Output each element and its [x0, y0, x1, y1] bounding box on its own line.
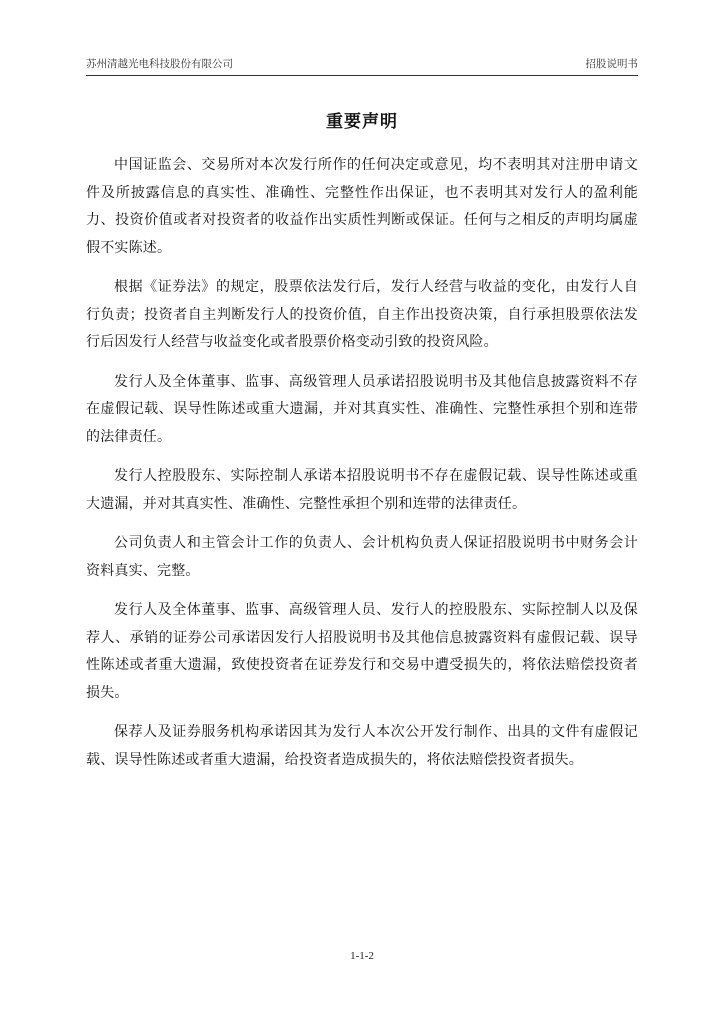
statement-body — [86, 152, 638, 786]
header-document-type: 招股说明书 — [585, 58, 638, 70]
paragraph-investment-risk: 根据《证券法》的规定，股票依法发行后，发行人经营与收益的变化，由发行人自行负责；投资者自主判断发行人的投资价值，自主作出投资决策，自行承担股票依法发行后因发行人经营与收益变化或者股票价格变动引致的投资风险。 — [86, 279, 638, 350]
page-title: 重要声明 — [326, 112, 398, 132]
paragraph-sponsor-commitment: 保荐人及证券服务机构承诺因其为发行人本次公开发行制作、出具的文件有虚假记载、误导性陈述或者重大遗漏，给投资者造成损失的，将依法赔偿投资者损失。 — [86, 724, 638, 768]
paragraph-compensation-commitment: 发行人及全体董事、监事、高级管理人员、发行人的控股股东、实际控制人以及保荐人、承销的证券公司承诺因发行人招股说明书及其他信息披露资料有虚假记载、误导性陈述或者重大遗漏，致使投资者在证券发行和交易中遭受损失的，将依法赔偿投资者损失。 — [86, 602, 638, 701]
paragraph-directors-commitment: 发行人及全体董事、监事、高级管理人员承诺招股说明书及其他信息披露资料不存在虚假记载、误导性陈述或重大遗漏，并对其真实性、准确性、完整性承担个别和连带的法律责任。 — [86, 373, 638, 445]
paragraph-csrc-disclaimer: 中国证监会、交易所对本次发行所作的任何决定或意见，均不表明其对注册申请文件及所披露信息的真实性、准确性、完整性作出保证，也不表明其对发行人的盈利能力、投资价值或者对投资者的收益作出实质性判断或保证。任何与之相反的声明均属虚假不实陈述。 — [86, 157, 638, 256]
page-number: 1-1-2 — [350, 950, 374, 962]
paragraph-financial-accuracy: 公司负责人和主管会计工作的负责人、会计机构负责人保证招股说明书中财务会计资料真实、完整。 — [86, 535, 638, 579]
header-company-name: 苏州清越光电科技股份有限公司 — [86, 58, 233, 70]
paragraph-controller-commitment: 发行人控股股东、实际控制人承诺本招股说明书不存在虚假记载、误导性陈述或重大遗漏，并对其真实性、准确性、完整性承担个别和连带的法律责任。 — [86, 468, 638, 512]
page-header — [86, 57, 638, 76]
